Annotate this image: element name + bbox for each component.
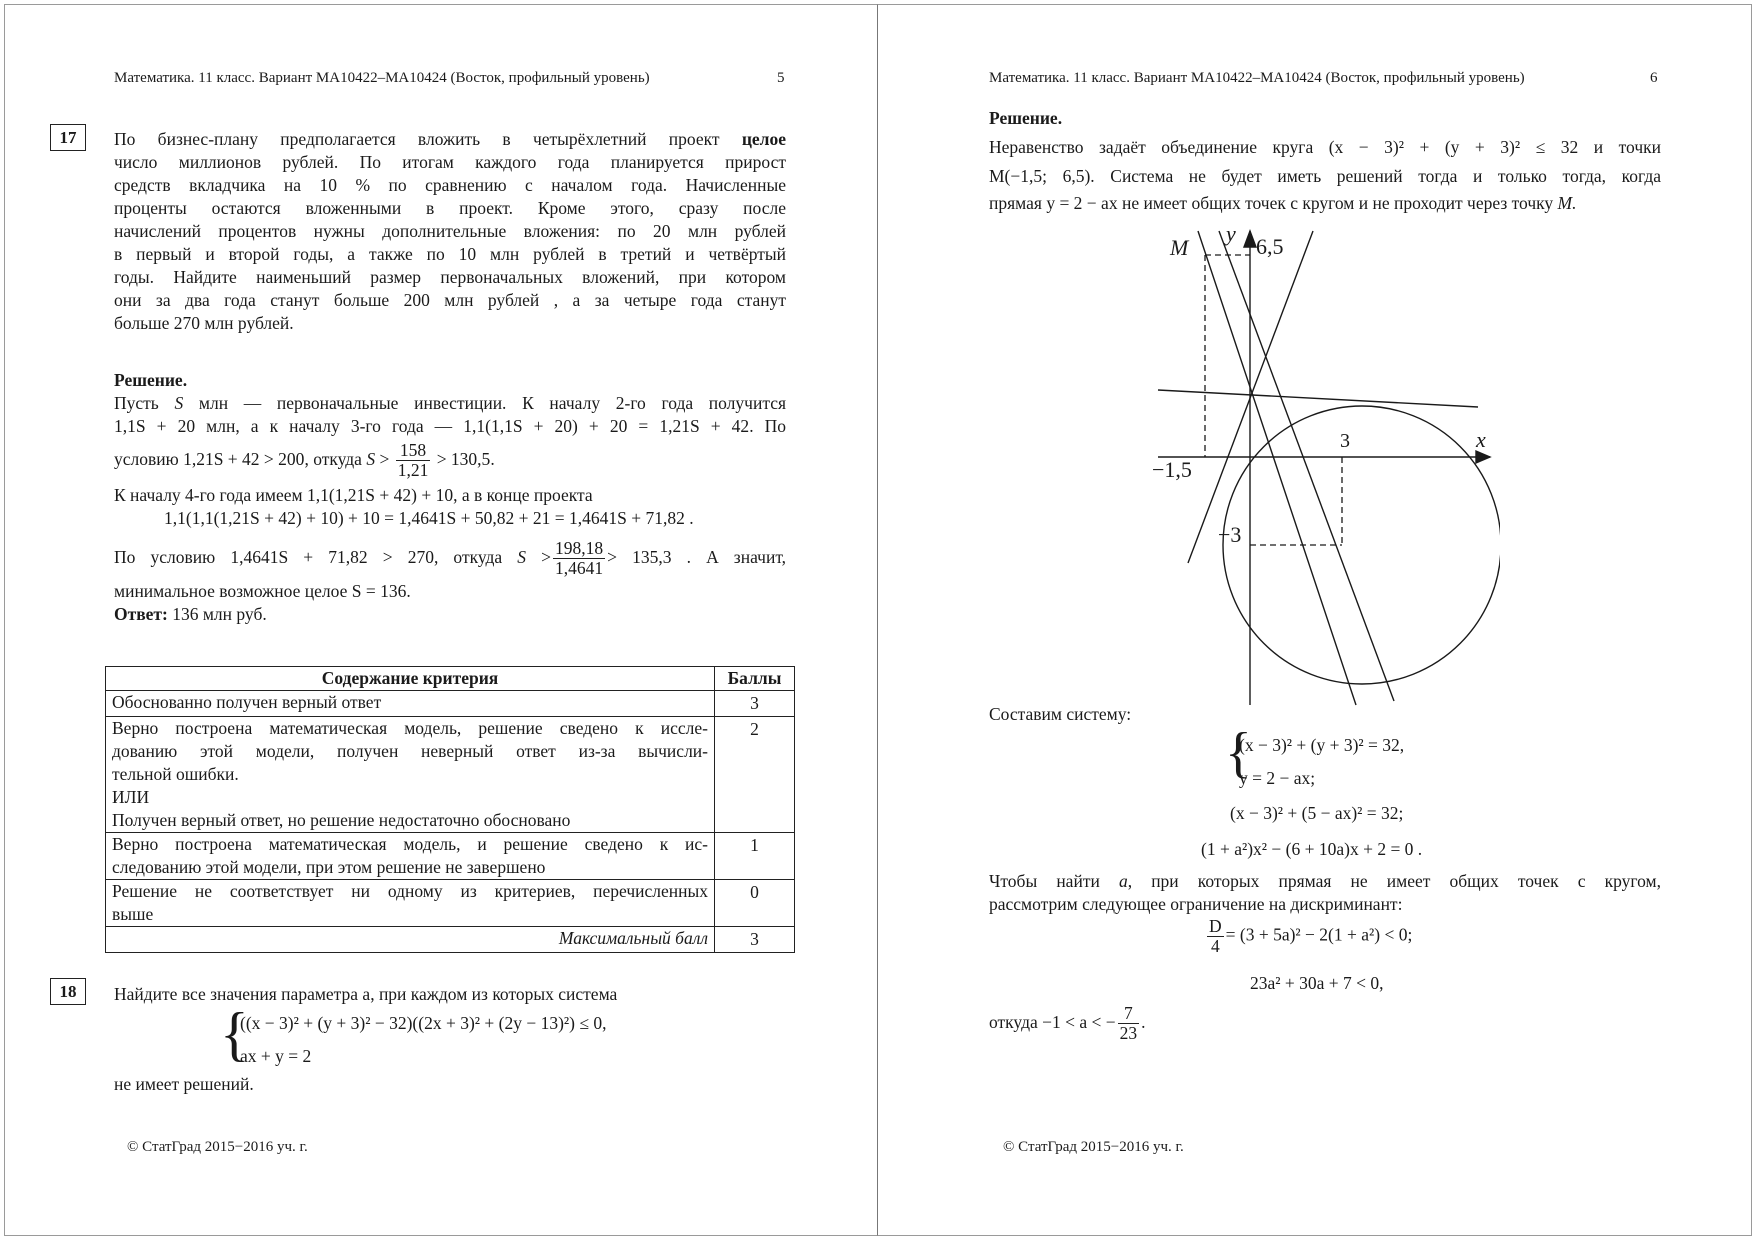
system-equation: (x − 3)² + (y + 3)² = 32,: [1239, 735, 1405, 755]
line-negative-tangent: [1219, 231, 1394, 701]
system-title: Составим систему:: [989, 704, 1132, 724]
solution-17-formula: S = 136: [351, 581, 407, 601]
task-17-line: в первый и второй годы, а также по 10 млн рублей в третий и четвёртый: [114, 244, 786, 264]
solution-18-text: a: [1118, 871, 1128, 891]
criteria-text: Обоснованно получен верный ответ: [106, 691, 715, 717]
solution-17: Решение. Пусть S млн — первоначальные инвестиции. К началу 2-го года получится 1,1S + 20 млн, а к началу 3-го года — 1,1(1,1S + 20) + 20 = 1,21S + 42. По условию 1,21S + 42 > 200, откуда S > $\frac{158}{1,21}$ > 130,5. К началу 4-го года имеем 1,1(1,21S + 42) + 10, а в конце проекта 1,1(1,1(1,21S + 42) + 10) + 10 = 1,4641S + 50,82 + 21 = 1,4641S + 71,82 . По условию 1,4641S + 71,82 > 270, откуда S > $\frac{198,18}{1,4641}$ > 135,3 . А значит, минимальное возможное целое S = 136. Ответ: 136 млн руб.: [114, 370, 787, 624]
task-17-line: проценты остаются вложенными в проект. Кроме этого, сразу после: [114, 198, 786, 218]
criteria-header-content: Содержание критерия: [106, 667, 715, 691]
table-row: [106, 717, 795, 833]
system-brace-icon: {: [220, 1001, 249, 1067]
graph-label-m3: −3: [1218, 522, 1242, 547]
solution-17-formula: > 135,3 . А значит,: [607, 547, 787, 567]
criteria-header-row: [106, 667, 795, 691]
criteria-header-points: Баллы: [715, 667, 795, 691]
table-row: [106, 927, 795, 953]
task-17-bold-word: целое: [741, 129, 786, 149]
solution-17-text: Пусть: [114, 393, 159, 413]
table-row: [106, 880, 795, 927]
task-18-intro: Найдите все значения параметра a, при каждом из которых система: [114, 984, 618, 1004]
circle-line-graph: [1150, 225, 1500, 710]
solution-18-text: . Система не будет иметь решений тогда и только тогда, когда: [1090, 166, 1661, 186]
task-17-number: 17: [50, 124, 86, 151]
right-page-header: Математика. 11 класс. Вариант МА10422–МА10424 (Восток, профильный уровень): [989, 70, 1525, 86]
left-page-footer: © СтатГрад 2015−2016 уч. г.: [127, 1139, 308, 1155]
solution-18-text: откуда: [989, 1012, 1038, 1032]
solution-18-text: рассмотрим следующее ограничение на дискриминант:: [989, 894, 1403, 914]
tangent-line-top: [1158, 390, 1478, 407]
task-17-line: годы. Найдите наименьший размер первоначальных вложений, при котором: [114, 267, 786, 287]
left-page-header: Математика. 11 класс. Вариант МА10422–МА10424 (Восток, профильный уровень): [114, 70, 650, 86]
solution-17-text: условию: [114, 449, 179, 469]
solution-17-text: . По: [749, 416, 787, 436]
fraction-7-23: $\frac{7}{23}$: [1119, 1003, 1138, 1044]
system-equation: y = 2 − ax;: [1239, 768, 1316, 788]
task-18-system-line: ax + y = 2: [240, 1046, 312, 1066]
answer-value: 136 млн руб.: [172, 604, 267, 624]
substituted-equation: (x − 3)² + (5 − ax)² = 32;: [1230, 803, 1404, 823]
task-17-line: число миллионов рублей. По итогам каждого года планируется прирост: [114, 152, 786, 172]
task-17-line: По бизнес-плану предполагается вложить в четырёхлетний проект: [114, 129, 720, 149]
right-page-number: 6: [1650, 70, 1658, 86]
graph-label-m15: −1,5: [1152, 457, 1192, 482]
solution-18-formula: −1 < a < −: [1042, 1012, 1116, 1032]
table-row: [106, 833, 795, 880]
task-17-line: они за два года станут больше 200 млн рублей , а за четыре года станут: [114, 290, 786, 310]
x-axis-arrow-icon: [1476, 451, 1490, 463]
solution-17-formula: 1,4641S + 71,82 > 270: [230, 547, 434, 567]
solution-18-text: не имеет общих точек с кругом и не проходит через точку: [1121, 193, 1554, 213]
solution-18-formula: y = 2 − ax: [1046, 193, 1118, 213]
answer-label: Ответ:: [114, 604, 168, 624]
criteria-points: 2: [715, 717, 795, 833]
solution-18-formula: (x − 3)² + (y + 3)² ≤ 32: [1328, 137, 1579, 157]
criteria-max-label: Максимальный балл: [106, 927, 715, 953]
task-17-line: средств вкладчика на 10 % по сравнению с началом года. Начисленные: [114, 175, 786, 195]
criteria-table: [105, 666, 795, 953]
graph-label-65: 6,5: [1256, 234, 1284, 259]
solution-17-text: млн, а к началу 3-го года —: [206, 416, 453, 436]
task-18-outro: не имеет решений.: [114, 1074, 254, 1094]
graph-label-m: M: [1170, 235, 1189, 260]
graph-label-x: x: [1476, 427, 1486, 452]
final-answer: откуда −1 < a < − $\frac{7}{23}$ .: [989, 1003, 1146, 1044]
criteria-text: Верно построена математическая модель, и решение сведено к ис- следованию этой модели, при этом решение не завершено: [106, 833, 715, 880]
fraction-19818-14641: $\frac{198,18}{1,4641}$: [555, 538, 604, 579]
quadratic-inequality: 23a² + 30a + 7 < 0,: [1250, 973, 1384, 993]
line-steep-negative: [1198, 231, 1356, 705]
graph-label-y: y: [1226, 225, 1236, 246]
discriminant-inequality: [1205, 917, 1412, 956]
left-page-number: 5: [777, 70, 785, 86]
task-17-line: начислений процентов нужны дополнительные вложения: по 20 млн рублей: [114, 221, 786, 241]
solution-17-text: минимальное возможное целое: [114, 581, 348, 601]
solution-17-formula: 1,21S + 42 > 200: [183, 449, 305, 469]
solution-18-text: M.: [1557, 193, 1577, 213]
solution-17-formula: 1,1(1,21S + 42) + 10: [306, 485, 454, 505]
fraction-158-121: $\frac{158}{1,21}$: [397, 440, 429, 481]
criteria-points: 1: [715, 833, 795, 880]
criteria-text: Верно построена математическая модель, решение сведено к иссле- дованию этой модели, получен неверный ответ из-за вычисли- тельной ошибки. ИЛИ Получен верный ответ, но решение недостаточно обосновано: [106, 717, 715, 833]
solution-18-title: Решение.: [989, 108, 1063, 128]
task-17-text: [114, 128, 786, 335]
solution-17-text: К началу 4-го года имеем: [114, 485, 303, 505]
task-17-line: больше 270 млн рублей.: [114, 313, 294, 333]
discriminant-rest: = (3 + 5a)² − 2(1 + a²) < 0;: [1225, 924, 1413, 945]
solution-17-formula: 1,1(1,1(1,21S + 42) + 10) + 10 = 1,4641S + 50,82 + 21 = 1,4641S + 71,82 .: [164, 508, 694, 528]
task-18-number: 18: [50, 978, 86, 1005]
criteria-text: Решение не соответствует ни одному из критериев, перечисленных выше: [106, 880, 715, 927]
solution-17-text: По условию: [114, 547, 216, 567]
system-brace-icon: {: [1225, 722, 1252, 784]
graph-label-3: 3: [1340, 430, 1350, 452]
solution-17-formula: 1,1(1,1S + 20) + 20 = 1,21S + 42: [463, 416, 750, 436]
table-row: [106, 691, 795, 717]
solution-18-formula: M(−1,5; 6,5): [989, 166, 1091, 186]
solution-18-text: прямая: [989, 193, 1042, 213]
discriminant-paragraph: [989, 870, 1661, 916]
solution-18-text: Чтобы найти: [989, 871, 1100, 891]
right-page-footer: © СтатГрад 2015−2016 уч. г.: [1003, 1139, 1184, 1155]
solution-18-text: , при которых прямая не имеет общих точек с кругом,: [1127, 871, 1662, 891]
criteria-points: 3: [715, 691, 795, 717]
solution-17-text: , откуда: [304, 449, 362, 469]
criteria-points: 0: [715, 880, 795, 927]
solution-17-text: , откуда: [433, 547, 503, 567]
solution-18: [989, 107, 1661, 215]
solution-17-title: Решение.: [114, 370, 188, 390]
fraction-d-4: $\frac{D}{4}$: [1209, 916, 1222, 956]
quadratic-equation: (1 + a²)x² − (6 + 10a)x + 2 = 0 .: [1201, 839, 1423, 859]
solution-18-text: и точки: [1593, 137, 1661, 157]
y-axis-arrow-icon: [1244, 231, 1256, 247]
solution-17-text: , а в конце проекта: [453, 485, 593, 505]
criteria-max-points: 3: [715, 927, 795, 953]
task-18-system-line: ((x − 3)² + (y + 3)² − 32)((2x + 3)² + (2y − 13)²) ≤ 0,: [240, 1013, 607, 1033]
solution-17-text: млн — первоначальные инвестиции. К началу 2-го года получится: [198, 393, 787, 413]
solution-18-text: Неравенство задаёт объединение круга: [989, 137, 1314, 157]
solution-17-formula: 1,1S + 20: [114, 416, 196, 436]
solution-17-formula: > 130,5: [436, 449, 491, 469]
